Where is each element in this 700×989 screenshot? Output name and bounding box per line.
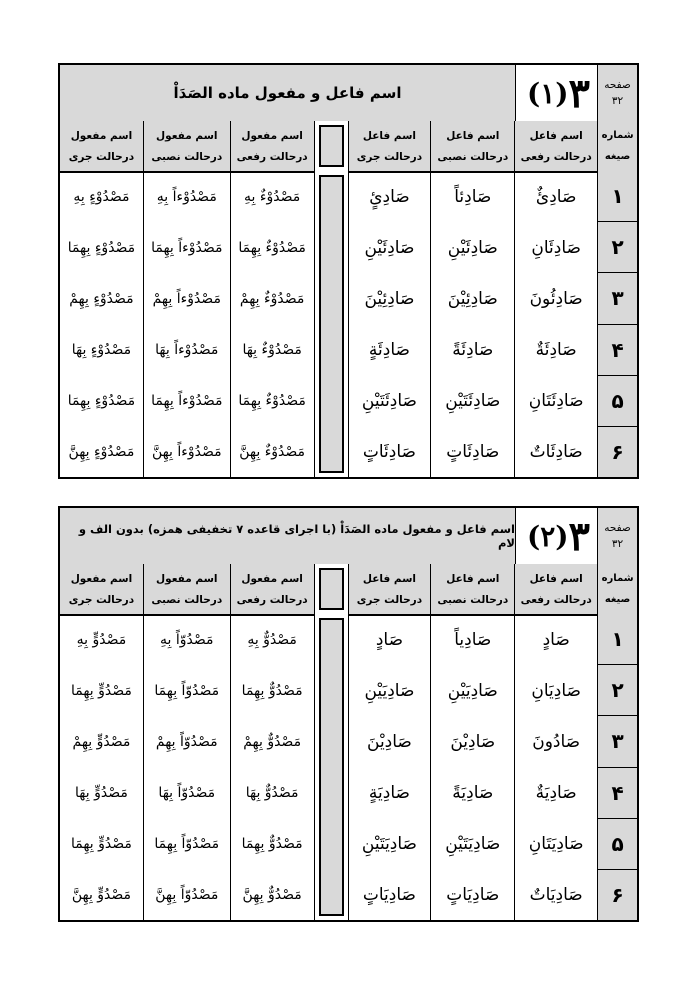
cell: مَصْدُوٌّ بِهِ <box>247 631 297 648</box>
col-header-sigha <box>597 564 637 614</box>
row-number: ۳ <box>598 273 637 324</box>
col-header-fa-jarri <box>348 121 431 171</box>
col-header-maf-rafi <box>230 564 314 614</box>
cell: صَادِيَتَانِ <box>528 833 584 854</box>
cell: مَصْدُوْءٍ بِهِمَا <box>67 239 136 256</box>
col-header-fa-jarri <box>348 564 431 614</box>
cell: صَادُونَ <box>532 731 581 752</box>
separator-column <box>314 614 348 920</box>
row-number: ۴ <box>598 768 637 819</box>
cell: صَادِئَةٍ <box>368 339 410 360</box>
cell: مَصْدُوّاً بِهِمَا <box>154 682 220 699</box>
col-header-line: شماره <box>601 573 634 584</box>
cell: مَصْدُوْءٍ بِهَا <box>71 341 132 358</box>
section-number <box>515 65 597 121</box>
col-header-line: درحالت جری <box>356 593 423 606</box>
col-header-sigha <box>597 121 637 171</box>
table-body <box>60 614 637 920</box>
cell: مَصْدُوْءاً بِهَا <box>155 341 219 358</box>
cell: صَادِئُونَ <box>529 288 583 309</box>
cell: صَادِئِيْنَ <box>447 288 498 309</box>
cell: مَصْدُوٍّ بِهِمَا <box>70 835 132 852</box>
col-header-line: درحالت نصبی <box>151 593 223 606</box>
col-header-maf-rafi <box>230 121 314 171</box>
col-header-line: درحالت جری <box>68 593 135 606</box>
page-label: صفحه <box>604 79 631 91</box>
column-fa-jarri <box>348 614 431 920</box>
cell: مَصْدُوٌّ بِهِمَا <box>241 682 303 699</box>
conjugation-table-1 <box>58 63 639 479</box>
cell: صَادِئَتَانِ <box>528 390 584 411</box>
cell: مَصْدُوْءٍ بِهِنَّ <box>68 443 135 460</box>
row-number: ۴ <box>598 325 637 376</box>
col-header-line: اسم مفعول <box>156 572 218 585</box>
cell: مَصْدُوّاً بِهَا <box>158 784 216 801</box>
col-header-line: اسم فاعل <box>446 129 500 142</box>
cell: مَصْدُوّاً بِهِمَا <box>154 835 220 852</box>
section-number <box>515 508 597 564</box>
col-header-line: درحالت نصبی <box>437 593 509 606</box>
cell: صَادِئَاتٍ <box>446 441 500 462</box>
table-header <box>60 65 637 123</box>
column-maf-nasbi <box>143 171 230 477</box>
cell: صَادِئَيْنِ <box>447 237 498 258</box>
cell: مَصْدُوٌّ بِهِنَّ <box>242 886 302 903</box>
row-number: ۱ <box>598 614 637 665</box>
cell: مَصْدُوْءٌ بِهَا <box>242 341 302 358</box>
col-header-line: درحالت نصبی <box>151 150 223 163</box>
cell: صَادِيْنَ <box>450 731 496 752</box>
table-title: اسم فاعل و مفعول ماده الصَدَاْ (با اجرای قاعده ۷ تخفیفی همزه) بدون الف و لام <box>60 508 515 564</box>
page-box <box>597 508 637 564</box>
col-header-line: درحالت رفعی <box>520 593 592 606</box>
cell: صَادِئَانِ <box>531 237 581 258</box>
cell: مَصْدُوْءٌ بِهِ <box>244 188 301 205</box>
col-header-line: صیغه <box>604 151 631 162</box>
cell: صَادِياً <box>454 629 492 650</box>
cell: صَادِئَاتٌ <box>529 441 583 462</box>
col-header-line: درحالت نصبی <box>437 150 509 163</box>
cell: صَادِيَيْنِ <box>364 680 415 701</box>
cell: صَادِئٍ <box>369 186 410 207</box>
col-header-line: درحالت رفعی <box>520 150 592 163</box>
cell: مَصْدُوْءٌ بِهِنَّ <box>239 443 306 460</box>
col-header-line: اسم مفعول <box>241 572 303 585</box>
cell: مَصْدُوٍّ بِهِمْ <box>72 733 131 750</box>
col-header-line: شماره <box>601 130 634 141</box>
cell: مَصْدُوْءٍ بِهِمْ <box>69 290 134 307</box>
table-header <box>60 508 637 566</box>
col-header-line: درحالت رفعی <box>236 150 308 163</box>
col-header-fa-rafi <box>514 564 597 614</box>
cell: صَادٍ <box>375 629 404 650</box>
cell: مَصْدُوّاً بِهِ <box>160 631 214 648</box>
row-number: ۵ <box>598 376 637 427</box>
cell: صَادِئاً <box>454 186 492 207</box>
cell: صَادِئَيْنِ <box>364 237 415 258</box>
row-number: ۶ <box>611 882 624 907</box>
cell: مَصْدُوْءاً بِهِمَا <box>151 392 223 409</box>
col-header-fa-rafi <box>514 121 597 171</box>
row-number: ۶ <box>611 439 624 464</box>
cell: صَادِئَاتٍ <box>362 441 416 462</box>
cell: مَصْدُوْءٌ بِهِمْ <box>239 290 305 307</box>
col-header-line: درحالت رفعی <box>236 593 308 606</box>
column-maf-jarri <box>60 614 143 920</box>
col-header-fa-nasbi <box>430 121 514 171</box>
col-header-line: اسم فاعل <box>362 129 417 142</box>
page-box <box>597 65 637 121</box>
col-header-line: اسم فاعل <box>446 572 500 585</box>
section-big-number: ۳ <box>568 69 591 117</box>
cell: صَادِيَاتٌ <box>529 884 583 905</box>
cell: مَصْدُوْءاً بِهِ <box>156 188 217 205</box>
cell: صَادِيَتَيْنِ <box>361 833 417 854</box>
column-fa-jarri <box>348 171 431 477</box>
cell: صَادِيَتَيْنِ <box>445 833 501 854</box>
cell: مَصْدُوْءاً بِهِمَا <box>151 239 223 256</box>
col-header-line: اسم فاعل <box>362 572 417 585</box>
col-header-maf-jarri <box>60 121 143 171</box>
cell: مَصْدُوْءاً بِهِمْ <box>152 290 221 307</box>
table-body <box>60 171 637 477</box>
page-label: صفحه <box>604 522 631 534</box>
cell: مَصْدُوْءٌ بِهِمَا <box>238 239 306 256</box>
row-number: ۲ <box>598 665 637 716</box>
row-number: ۳ <box>598 716 637 767</box>
cell: صَادِئَةً <box>452 339 494 360</box>
section-big-number: ۳ <box>568 512 591 560</box>
cell: صَادِئَتَيْنِ <box>361 390 417 411</box>
conjugation-table-2 <box>58 506 639 922</box>
row-number: ۲ <box>598 222 637 273</box>
column-headers <box>60 564 637 616</box>
cell: صَادٍ <box>542 629 570 650</box>
cell: صَادِيَاتٍ <box>362 884 416 905</box>
cell: مَصْدُوٌّ بِهِمَا <box>241 835 303 852</box>
cell: مَصْدُوٌّ بِهِمْ <box>243 733 302 750</box>
column-fa-rafi <box>514 171 597 477</box>
column-fa-nasbi <box>430 171 514 477</box>
page-number: ۳۲ <box>611 95 624 107</box>
row-number: ۱ <box>598 171 637 222</box>
separator-column <box>314 121 348 171</box>
cell: مَصْدُوْءاً بِهِنَّ <box>151 443 222 460</box>
col-header-line: اسم مفعول <box>70 572 133 585</box>
col-header-fa-nasbi <box>430 564 514 614</box>
col-header-maf-nasbi <box>143 564 230 614</box>
col-header-line: اسم مفعول <box>70 129 133 142</box>
col-header-line: اسم فاعل <box>529 129 583 142</box>
cell: مَصْدُوْءٍ بِهِمَا <box>67 392 136 409</box>
col-header-line: اسم مفعول <box>241 129 303 142</box>
cell: صَادِيَاتٍ <box>446 884 500 905</box>
cell: صَادِئَةٌ <box>535 339 577 360</box>
cell: صَادِئٌ <box>535 186 577 207</box>
cell: مَصْدُوٍّ بِهِ <box>76 631 127 648</box>
column-maf-jarri <box>60 171 143 477</box>
cell: صَادِيْنَ <box>367 731 412 752</box>
cell: صَادِيَةٌ <box>535 782 577 803</box>
col-header-line: درحالت جری <box>356 150 423 163</box>
column-maf-rafi <box>230 614 314 920</box>
cell: صَادِئَتَيْنِ <box>445 390 501 411</box>
column-sigha-number <box>597 171 637 477</box>
separator-column <box>314 171 348 477</box>
col-header-maf-nasbi <box>143 121 230 171</box>
col-header-line: اسم فاعل <box>529 572 583 585</box>
section-sub-number: (۱) <box>526 76 569 110</box>
column-sigha-number <box>597 614 637 920</box>
cell: صَادِيَةً <box>452 782 494 803</box>
cell: مَصْدُوٍّ بِهِمَا <box>70 682 132 699</box>
col-header-line: درحالت جری <box>68 150 135 163</box>
column-fa-rafi <box>514 614 597 920</box>
row-number: ۵ <box>598 819 637 870</box>
col-header-maf-jarri <box>60 564 143 614</box>
cell: صَادِيَانِ <box>531 680 581 701</box>
cell: صَادِيَةٍ <box>368 782 410 803</box>
column-maf-rafi <box>230 171 314 477</box>
cell: صَادِيَيْنِ <box>447 680 498 701</box>
cell: مَصْدُوّاً بِهِنَّ <box>155 886 219 903</box>
separator-column <box>314 564 348 614</box>
cell: مَصْدُوٍّ بِهَا <box>75 784 128 801</box>
cell: مَصْدُوٍّ بِهِنَّ <box>71 886 132 903</box>
cell: مَصْدُوٌّ بِهَا <box>245 784 299 801</box>
col-header-line: اسم مفعول <box>156 129 218 142</box>
cell: مَصْدُوْءٌ بِهِمَا <box>238 392 306 409</box>
column-maf-nasbi <box>143 614 230 920</box>
table-title: اسم فاعل و مفعول ماده الصَدَاْ <box>60 65 515 121</box>
cell: صَادِئِيْنَ <box>364 288 415 309</box>
col-header-line: صیغه <box>604 594 631 605</box>
section-sub-number: (۲) <box>526 519 569 553</box>
column-fa-nasbi <box>430 614 514 920</box>
cell: مَصْدُوّاً بِهِمْ <box>155 733 218 750</box>
page-number: ۳۲ <box>611 538 624 550</box>
column-headers <box>60 121 637 173</box>
cell: مَصْدُوْءٍ بِهِ <box>73 188 130 205</box>
